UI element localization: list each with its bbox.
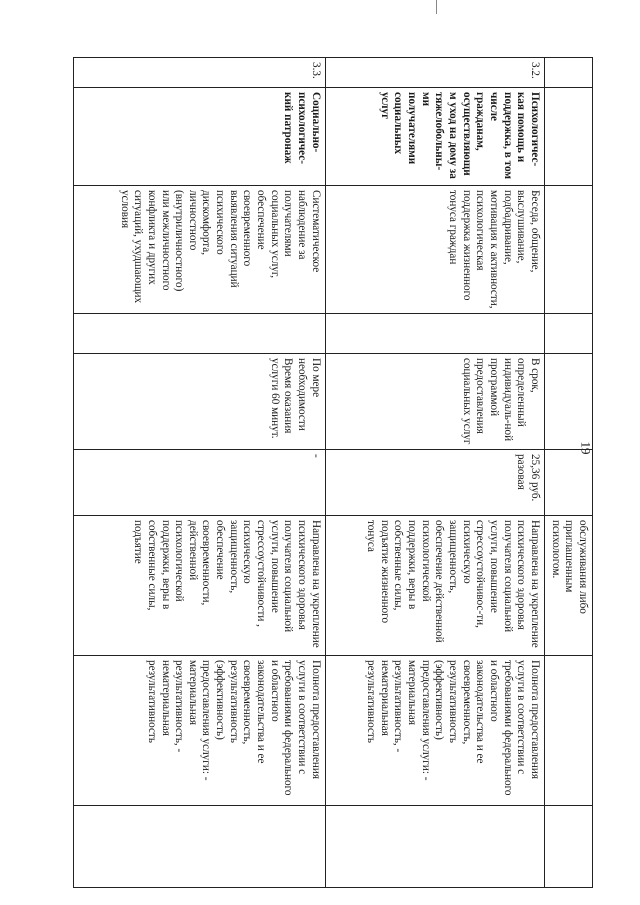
service-conditions: Полнота предоставления услуги в соответствии с требованиями федерального и областного законодательства и ее своевременность, результативность (эффективность) предоставления услуги: - материальная результативность, - нематериальная результативность (325, 656, 544, 806)
service-content: Систематическое наблюдение за получателями социальных услуг, обеспечение своевременного выявления ситуаций психического дискомфорта, личностного (внутриличностного) или межличностного конфликта и других ситуаций, ухудшающих условия (74, 186, 326, 314)
page-number: 19 (578, 441, 594, 455)
cell-name (545, 88, 593, 186)
cell-period (545, 314, 593, 354)
service-indicators: Направлена на укрепление психического здоровья получателя социальной услуги, повышение стрессоустойчивос-ти, психическую защищенность, обеспечение действенной психологической поддержки, веры в собственные силы, подъятие жизненного тонуса (325, 516, 544, 656)
service-name: Психологичес-кая помощь и поддержка, в том числе гражданам, осуществляющи м уход на дому за тяжелобольны-ми получателями социальных услуг (325, 88, 544, 186)
table-row-continuation (545, 58, 593, 888)
service-term: По мере необходимости Время оказания услуги 60 минут. (74, 354, 326, 450)
service-name: Социально-психологичес-кий патронаж (74, 88, 326, 186)
services-table (73, 57, 593, 888)
table-row (74, 58, 326, 888)
cell-conditions (545, 656, 593, 806)
service-extra (325, 806, 544, 888)
scan-mark (436, 0, 437, 14)
row-number: 3.2. (325, 58, 544, 88)
cell-price (545, 450, 593, 516)
service-indicators: Направлена на укрепление психического здоровья получателя социальной услуги, повышение стрессоустойчивости , психическую защищенность, обеспечение своевременности, действенной психологической поддержки, веры в собственные силы, подъятие (74, 516, 326, 656)
service-period (325, 314, 544, 354)
rotated-table-container (73, 57, 593, 887)
cell-content (545, 186, 593, 314)
service-term: В срок, определенный индивидуаль-ной программой предоставления социальных услуг (325, 354, 544, 450)
cell-extra (545, 806, 593, 888)
row-number: 3.3. (74, 58, 326, 88)
cell-term (545, 354, 593, 450)
service-price: 25,36 руб. разовая (325, 450, 544, 516)
service-extra (74, 806, 326, 888)
table-row (325, 58, 544, 888)
service-content: Беседа, общение, выслушивание, подбадривание, мотивация к активности, психологическая поддержка жизненного тонуса граждан (325, 186, 544, 314)
cell-num (545, 58, 593, 88)
service-period (74, 314, 326, 354)
cell-indicators: обслуживания либо приглашенным психологом. (545, 516, 593, 656)
service-conditions: Полнота предоставления услуги в соответствии с требованиями федерального и областного законодательства и ее своевременность, результативность (эффективность) предоставления услуги: - материальная результативность, - нематериальная результативность (74, 656, 326, 806)
service-price: - (74, 450, 326, 516)
